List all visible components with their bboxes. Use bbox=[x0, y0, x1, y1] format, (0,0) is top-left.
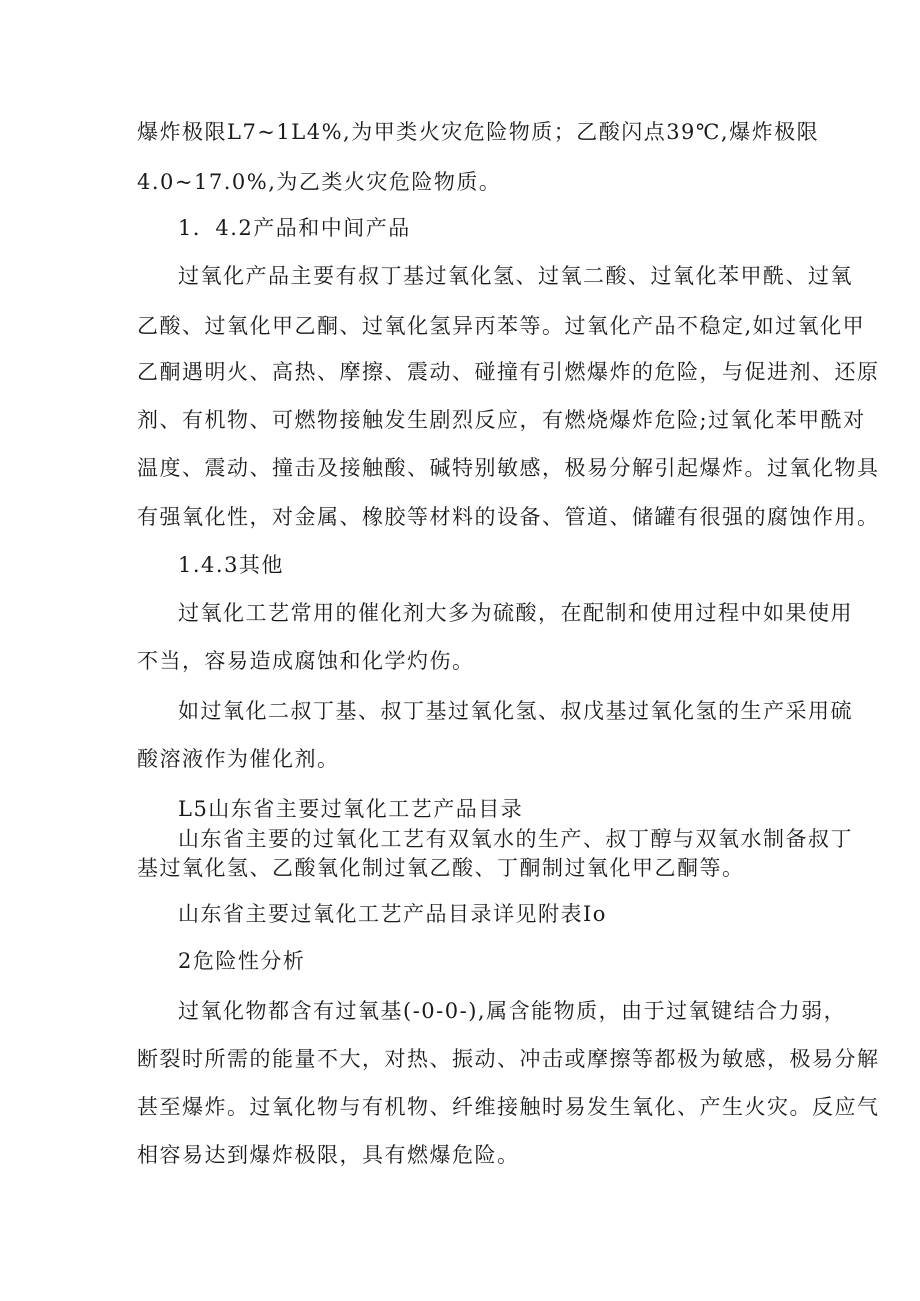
text-line: 过氧化物都含有过氧基(-0-0-),属含能物质，由于过氧键结合力弱， bbox=[178, 999, 847, 1023]
text-line: 山东省主要的过氧化工艺有双氧水的生产、叔丁醇与双氧水制备叔丁 bbox=[178, 827, 853, 851]
section-heading: 1.4.3其他 bbox=[178, 553, 284, 577]
text-line: 过氧化工艺常用的催化剂大多为硫酸，在配制和使用过程中如果使用 bbox=[178, 601, 853, 625]
text-line: 酸溶液作为催化剂。 bbox=[137, 747, 340, 771]
text-line: 有强氧化性，对金属、橡胶等材料的设备、管道、储罐有很强的腐蚀作用。 bbox=[137, 505, 880, 529]
text-line: 不当，容易造成腐蚀和化学灼伤。 bbox=[137, 649, 475, 673]
text-line: 过氧化产品主要有叔丁基过氧化氢、过氧二酸、过氧化苯甲酰、过氧 bbox=[178, 264, 853, 288]
text-line: 断裂时所需的能量不大，对热、振动、冲击或摩擦等都极为敏感，极易分解 bbox=[137, 1047, 880, 1071]
text-line: 甚至爆炸。过氧化物与有机物、纤维接触时易发生氧化、产生火灾。反应气 bbox=[137, 1095, 880, 1119]
text-line: 山东省主要过氧化工艺产品目录详见附表Io bbox=[178, 902, 607, 926]
section-heading: L5山东省主要过氧化工艺产品目录 bbox=[178, 797, 524, 821]
text-line: 爆炸极限L7~1L4%,为甲类火灾危险物质；乙酸闪点39℃,爆炸极限 bbox=[137, 120, 820, 144]
text-line: 乙酸、过氧化甲乙酮、过氧化氢异丙苯等。过氧化产品不稳定,如过氧化甲 bbox=[137, 314, 866, 338]
section-heading: 2危险性分析 bbox=[178, 949, 306, 973]
text-line: 4.0~17.0%,为乙类火灾危险物质。 bbox=[137, 170, 502, 194]
text-line: 乙酮遇明火、高热、摩擦、震动、碰撞有引燃爆炸的危险，与促进剂、还原 bbox=[137, 360, 880, 384]
text-line: 相容易达到爆炸极限，具有燃爆危险。 bbox=[137, 1143, 520, 1167]
section-heading: 1．4.2产品和中间产品 bbox=[178, 216, 411, 240]
text-line: 如过氧化二叔丁基、叔丁基过氧化氢、叔戊基过氧化氢的生产采用硫 bbox=[178, 699, 853, 723]
text-line: 温度、震动、撞击及接触酸、碱特别敏感，极易分解引起爆炸。过氧化物具 bbox=[137, 456, 880, 480]
text-line: 剂、有机物、可燃物接触发生剧烈反应，有燃烧爆炸危险;过氧化苯甲酰对 bbox=[137, 408, 866, 432]
text-line: 基过氧化氢、乙酸氧化制过氧乙酸、丁酮制过氧化甲乙酮等。 bbox=[137, 856, 745, 880]
